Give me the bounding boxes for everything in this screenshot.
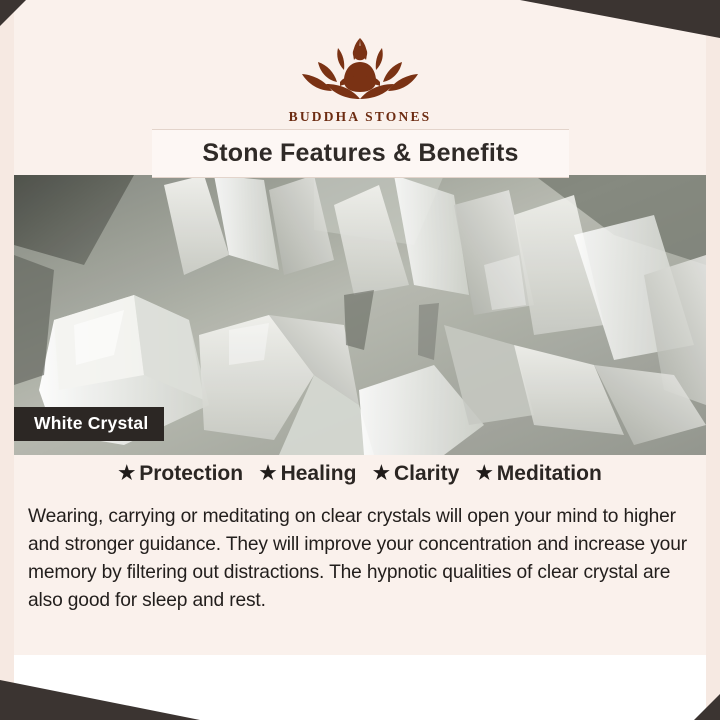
benefit-label: Meditation — [496, 462, 602, 485]
corner-decoration-bottom-right — [694, 694, 720, 720]
benefits-row — [14, 462, 706, 486]
star-icon: ★ — [259, 463, 277, 484]
benefit-label: Protection — [139, 462, 244, 485]
page-title: Stone Features & Benefits — [202, 139, 519, 167]
benefit-label: Clarity — [393, 462, 460, 485]
corner-decoration-top-left — [0, 0, 26, 26]
buddha-lotus-icon — [280, 22, 440, 106]
benefit-label: Healing — [280, 462, 357, 485]
benefit-item-healing — [260, 462, 357, 486]
benefit-item-protection — [118, 462, 243, 486]
star-icon: ★ — [372, 463, 390, 484]
benefit-item-meditation — [476, 462, 602, 486]
brand-name: BUDDHA STONES — [288, 109, 432, 124]
star-icon: ★ — [475, 463, 493, 484]
photo-caption: White Crystal — [14, 407, 164, 441]
title-banner — [152, 129, 569, 178]
star-icon: ★ — [118, 463, 136, 484]
corner-decoration-top-right — [520, 0, 720, 38]
description-text: Wearing, carrying or meditating on clear crystals will open your mind to higher and stronger guidance. They will improve your concentration and increase your memory by filtering out distractions. The hypnotic qualities of clear crystal are also good for sleep and rest. — [28, 506, 687, 611]
corner-decoration-bottom-left — [0, 680, 200, 720]
benefit-item-clarity — [373, 462, 459, 486]
